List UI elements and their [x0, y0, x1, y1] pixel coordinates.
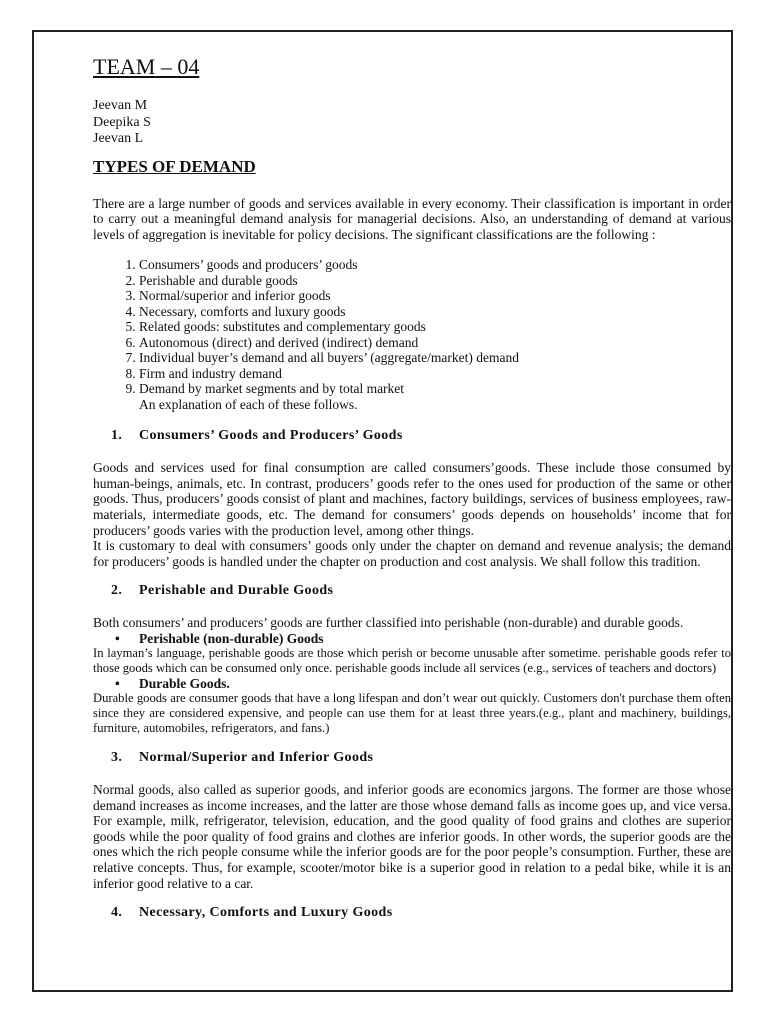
member-name: Deepika S: [93, 114, 151, 130]
member-name: Jeevan M: [93, 98, 148, 113]
bullet-heading-text: Durable Goods.: [139, 676, 230, 692]
list-item: 1. Consumers’ goods and producers’ goods: [139, 257, 731, 273]
section-heading: [93, 428, 731, 444]
list-item: 2. Perishable and durable goods: [139, 273, 731, 289]
section-heading: [93, 905, 731, 921]
section-title: TYPES OF DEMAND: [93, 156, 256, 176]
paragraph: It is customary to deal with consumers’ goods only under the chapter on demand and revenue analysis; the demand for producers’ goods is handled under the chapter on production and cost analysis. We shall follow this tradition.: [93, 538, 731, 569]
member-name: Jeevan L: [93, 131, 144, 146]
bullet-heading: [93, 676, 731, 691]
bullet-icon: •: [115, 631, 120, 647]
list-item: 4. Necessary, comforts and luxury goods: [139, 304, 731, 320]
section-body: [93, 782, 731, 891]
paragraph: In layman’s language, perishable goods are those which perish or become unusable after sometime. perishable goods refer to those goods which can be consumed only once. perishable goods include all services (e.g., services of teachers and doctors): [93, 646, 731, 676]
follows-note: An explanation of each of these follows.: [139, 396, 358, 412]
paragraph: Goods and services used for final consumption are called consumers’goods. These include those consumed by human-beings, animals, etc. In contrast, producers’ goods refer to the ones used for production of the same or other goods. Thus, producers’ goods consist of plant and machines, factory buildings, services of business employees, raw-materials, intermediate goods, etc. The demand for consumers’ goods depends on households’ income that for producers’ goods varies with the production level, among other things.: [93, 460, 731, 538]
team-members: [93, 98, 731, 148]
list-item: 5. Related goods: substitutes and complementary goods: [139, 319, 731, 335]
types-list: [93, 257, 731, 397]
bullet-icon: •: [115, 676, 120, 692]
section-body: [93, 460, 731, 569]
document-body: [93, 54, 731, 937]
section-heading-text: Necessary, Comforts and Luxury Goods: [139, 905, 393, 921]
list-item: 3. Normal/superior and inferior goods: [139, 288, 731, 304]
list-item: 8. Firm and industry demand: [139, 366, 731, 382]
intro-paragraph: There are a large number of goods and services available in every economy. Their classification is important in order to carry out a meaningful demand analysis for managerial decisions. Also, an understanding of demand at various levels of aggregation is inevitable for policy decisions. The significant classifications are the following :: [93, 195, 731, 242]
paragraph: Durable goods are consumer goods that have a long lifespan and don’t wear out quickly. Customers don't purchase them often since they are considered expensive, and people can use them for at least three years.(e.g., plant and machinery, buildings, furniture, automobiles, refrigerators, and fans.): [93, 691, 731, 736]
section-heading-text: Consumers’ Goods and Producers’ Goods: [139, 428, 403, 444]
section-number: 2.: [111, 583, 123, 599]
section-heading: [93, 750, 731, 766]
section-heading-text: Normal/Superior and Inferior Goods: [139, 750, 374, 766]
section-number: 1.: [111, 428, 123, 444]
list-item: 6. Autonomous (direct) and derived (indirect) demand: [139, 335, 731, 351]
section-number: 4.: [111, 905, 123, 921]
section-heading: [93, 583, 731, 599]
section-heading-text: Perishable and Durable Goods: [139, 583, 334, 599]
bullet-heading-text: Perishable (non-durable) Goods: [139, 631, 324, 647]
section-body: [93, 615, 731, 736]
paragraph: Normal goods, also called as superior goods, and inferior goods are economics jargons. The former are those whose demand increases as income increases, and the latter are those whose demand falls as income goes up, and vice versa. For example, milk, refrigerator, television, education, and the good quality of food grains and clothes are superior goods while the poor quality of food grains and clothes are inferior goods. In other words, the superior goods are the ones which the rich people consume while the inferior goods are for the poor people’s consumption. Further, these are relative concepts. Thus, for example, scooter/motor bike is a superior good in relation to a pedal bike, while it is an inferior good relative to a car.: [93, 782, 731, 891]
section-number: 3.: [111, 750, 123, 766]
team-title: TEAM – 04: [93, 54, 200, 79]
bullet-heading: [93, 631, 731, 646]
list-item: 7. Individual buyer’s demand and all buyers’ (aggregate/market) demand: [139, 350, 731, 366]
list-item: 9. Demand by market segments and by total market: [139, 381, 731, 397]
paragraph: Both consumers’ and producers’ goods are further classified into perishable (non-durable) and durable goods.: [93, 615, 684, 631]
